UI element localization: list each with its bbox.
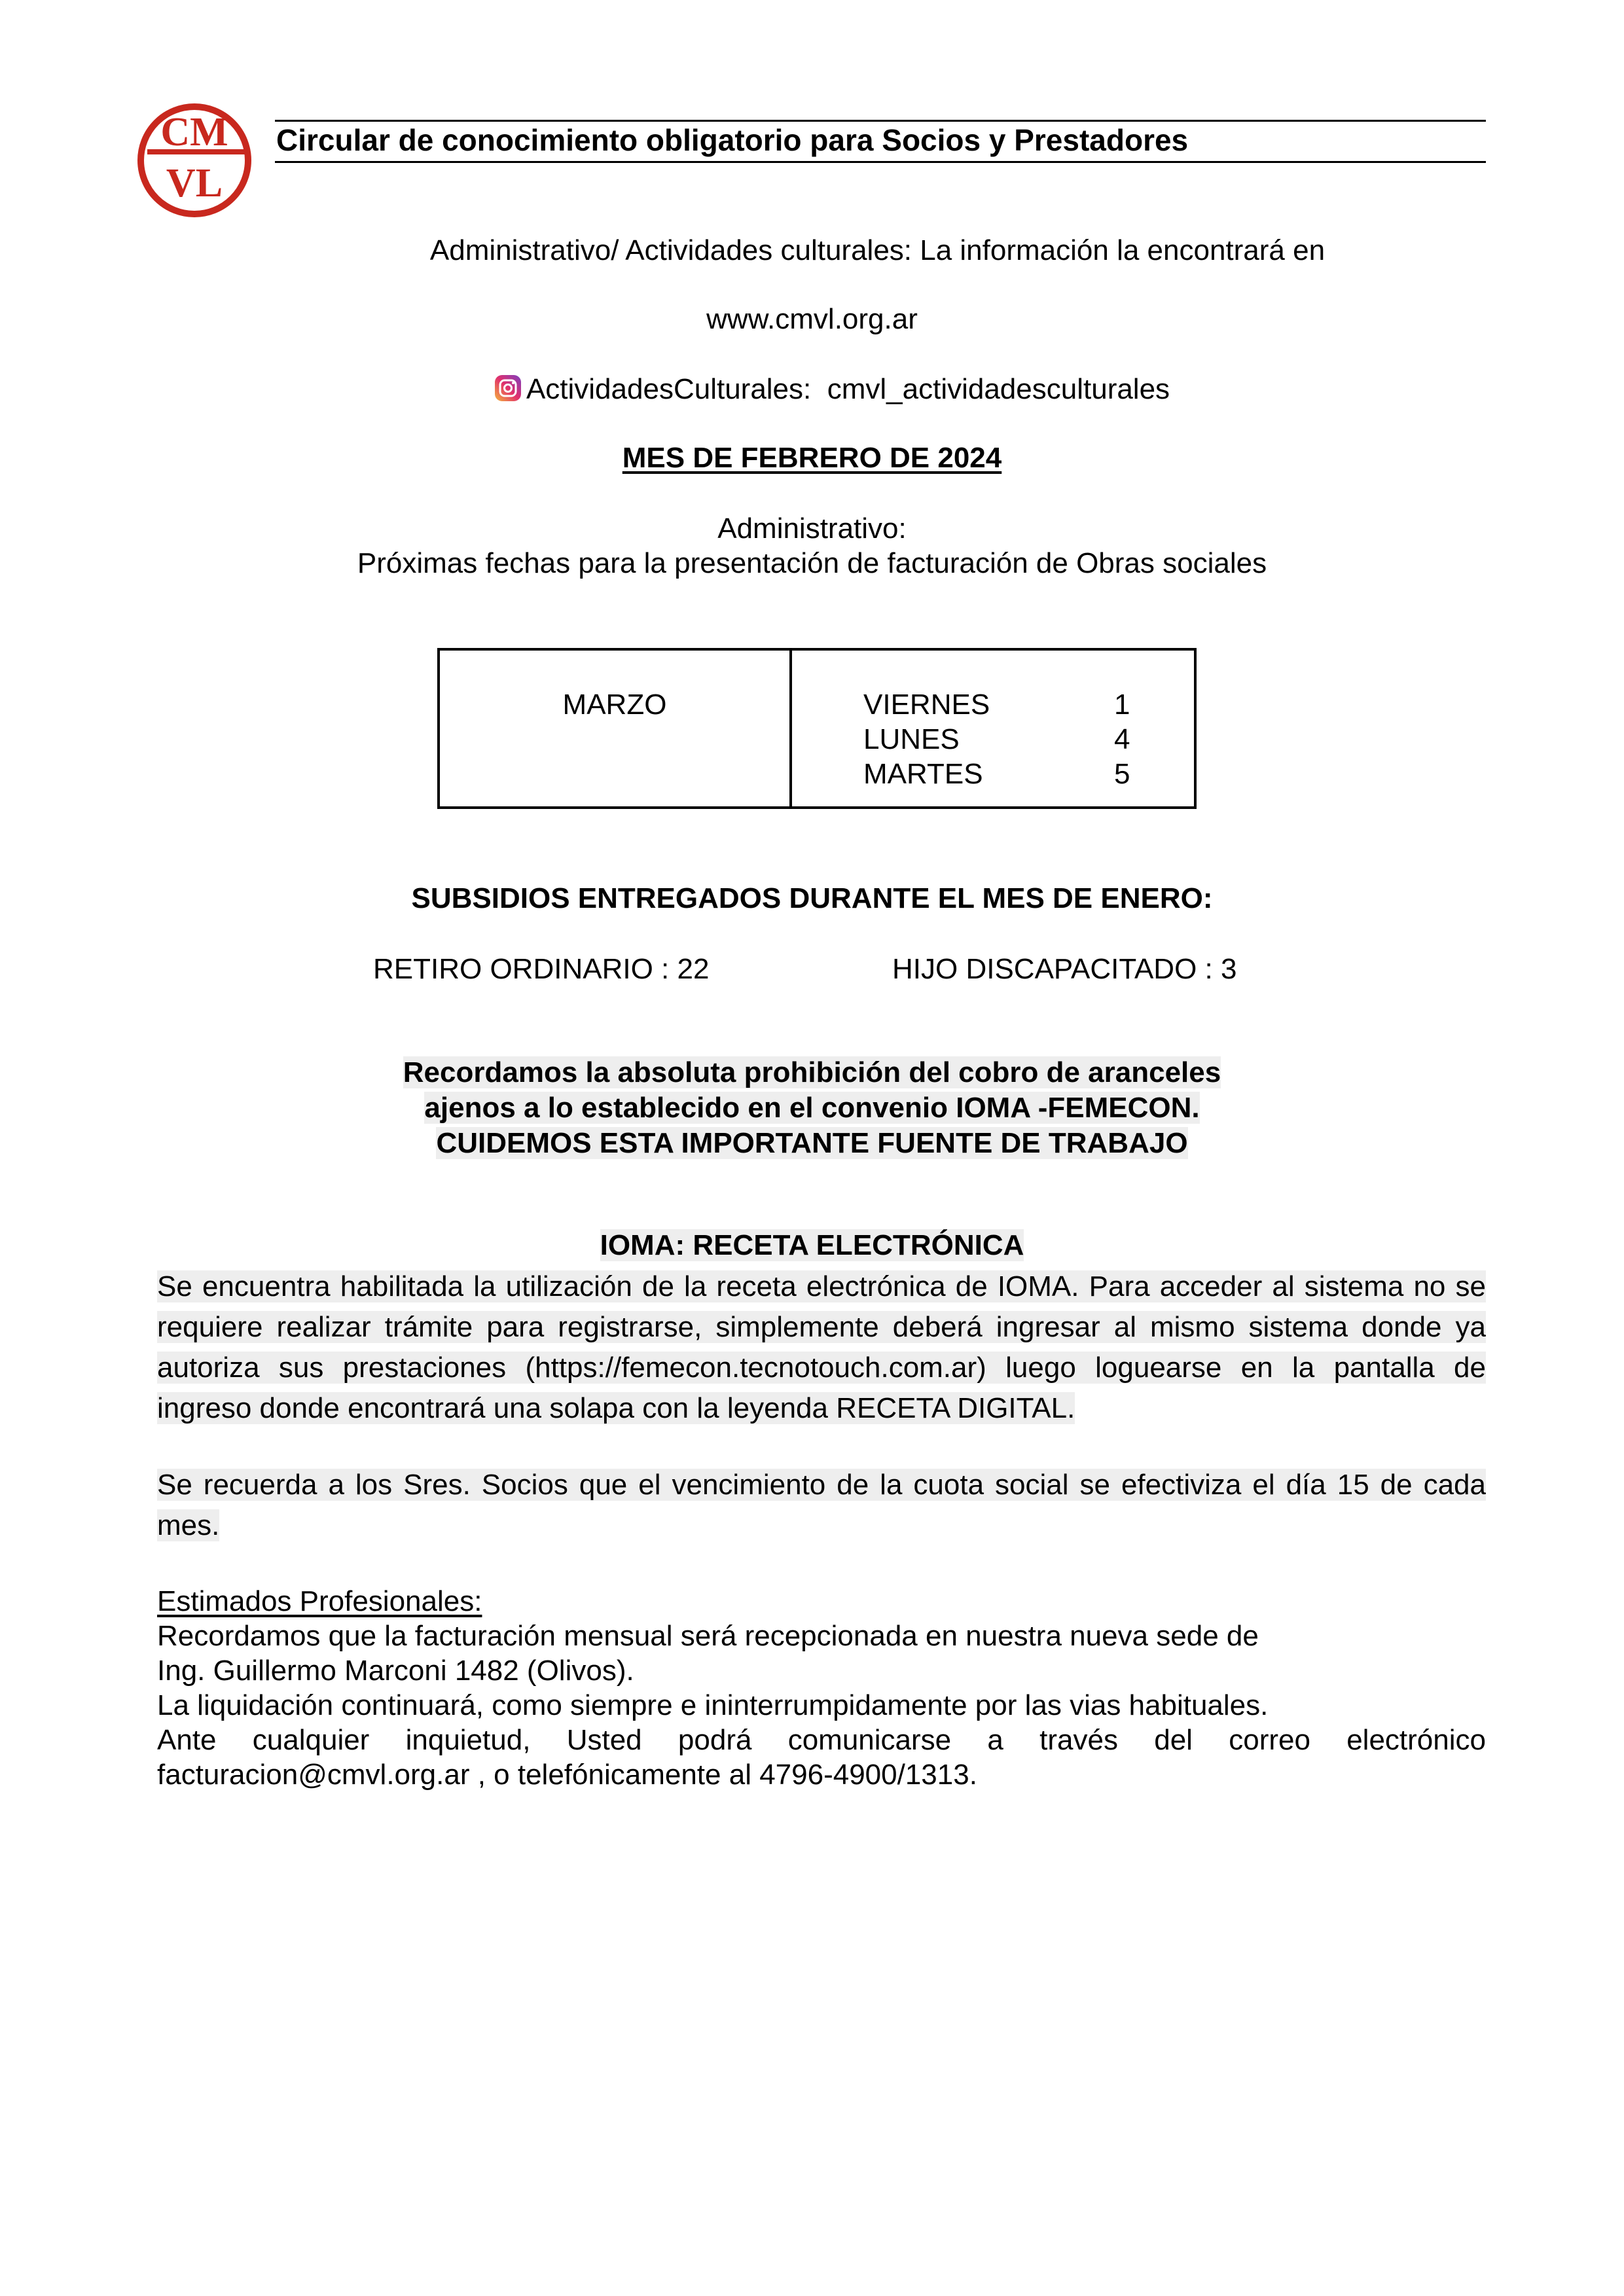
svg-text:VL: VL [166, 161, 223, 206]
svg-text:CM: CM [160, 110, 228, 154]
ioma-heading: IOMA: RECETA ELECTRÓNICA [600, 1229, 1024, 1261]
instagram-handle[interactable]: cmvl_actividadesculturales [827, 373, 1170, 405]
table-row-num: 4 [1114, 723, 1130, 755]
billing-dates-table [437, 648, 1197, 809]
subsidy-retiro: RETIRO ORDINARIO : 22 [373, 953, 710, 985]
page-title: Circular de conocimiento obligatorio para Socios y Prestadores [276, 123, 1189, 157]
subsidies-heading: SUBSIDIOS ENTREGADOS DURANTE EL MES DE ENERO: [411, 882, 1213, 914]
billing-line-3: La liquidación continuará, como siempre e ininterrumpidamente por las vias habituales. [157, 1689, 1269, 1721]
table-row-day: MARTES [863, 758, 983, 790]
billing-salutation: Estimados Profesionales: [157, 1585, 482, 1617]
month-title: MES DE FEBRERO DE 2024 [622, 442, 1002, 474]
notice-line-3: CUIDEMOS ESTA IMPORTANTE FUENTE DE TRABAJO [436, 1127, 1188, 1159]
cmvl-logo [134, 98, 255, 223]
admin-heading: Administrativo: [717, 512, 907, 545]
instagram-label: ActividadesCulturales: [526, 373, 812, 405]
instagram-icon [494, 374, 522, 403]
website-link[interactable]: www.cmvl.org.ar [706, 303, 918, 335]
table-month: MARZO [562, 689, 667, 721]
ioma-body: Se encuentra habilitada la utilización de la receta electrónica de IOMA. Para acceder al sistema no se requiere realizar trámite para registrarse, simplemente deberá ingresar al mismo sistema donde ya autoriza sus prestaciones (https://femecon.tecnotouch.com.ar) luego loguearse en la pantalla de ingreso donde encontrará una solapa con la leyenda RECETA DIGITAL. [157, 1270, 1486, 1424]
table-row-day: LUNES [863, 723, 960, 755]
billing-line-2: Ing. Guillermo Marconi 1482 (Olivos). [157, 1655, 634, 1687]
instagram-line [0, 373, 1624, 406]
info-line: Administrativo/ Actividades culturales: La información la encontrará en [429, 234, 1326, 266]
subsidy-hijo: HIJO DISCAPACITADO : 3 [892, 953, 1237, 985]
billing-line-1: Recordamos que la facturación mensual será recepcionada en nuestra nueva sede de [157, 1620, 1259, 1652]
fee-reminder: Se recuerda a los Sres. Socios que el vencimiento de la cuota social se efectiviza el día 15 de cada mes. [157, 1469, 1486, 1541]
notice-block [0, 1055, 1624, 1161]
table-row-num: 5 [1114, 758, 1130, 790]
header-rule-top [275, 120, 1486, 122]
admin-subheading: Próximas fechas para la presentación de facturación de Obras sociales [357, 547, 1267, 579]
table-row-num: 1 [1114, 689, 1130, 721]
notice-line-1: Recordamos la absoluta prohibición del cobro de aranceles [403, 1056, 1221, 1088]
table-divider [789, 651, 792, 806]
billing-line-4: Ante cualquier inquietud, Usted podrá comunicarse a través del correo electrónico facturacion@cmvl.org.ar , o telefónicamente al 4796-4900/1313. [157, 1724, 1486, 1791]
table-row-day: VIERNES [863, 689, 990, 721]
notice-line-2: ajenos a lo establecido en el convenio IOMA -FEMECON. [424, 1092, 1200, 1124]
header-rule-bottom [275, 161, 1486, 163]
